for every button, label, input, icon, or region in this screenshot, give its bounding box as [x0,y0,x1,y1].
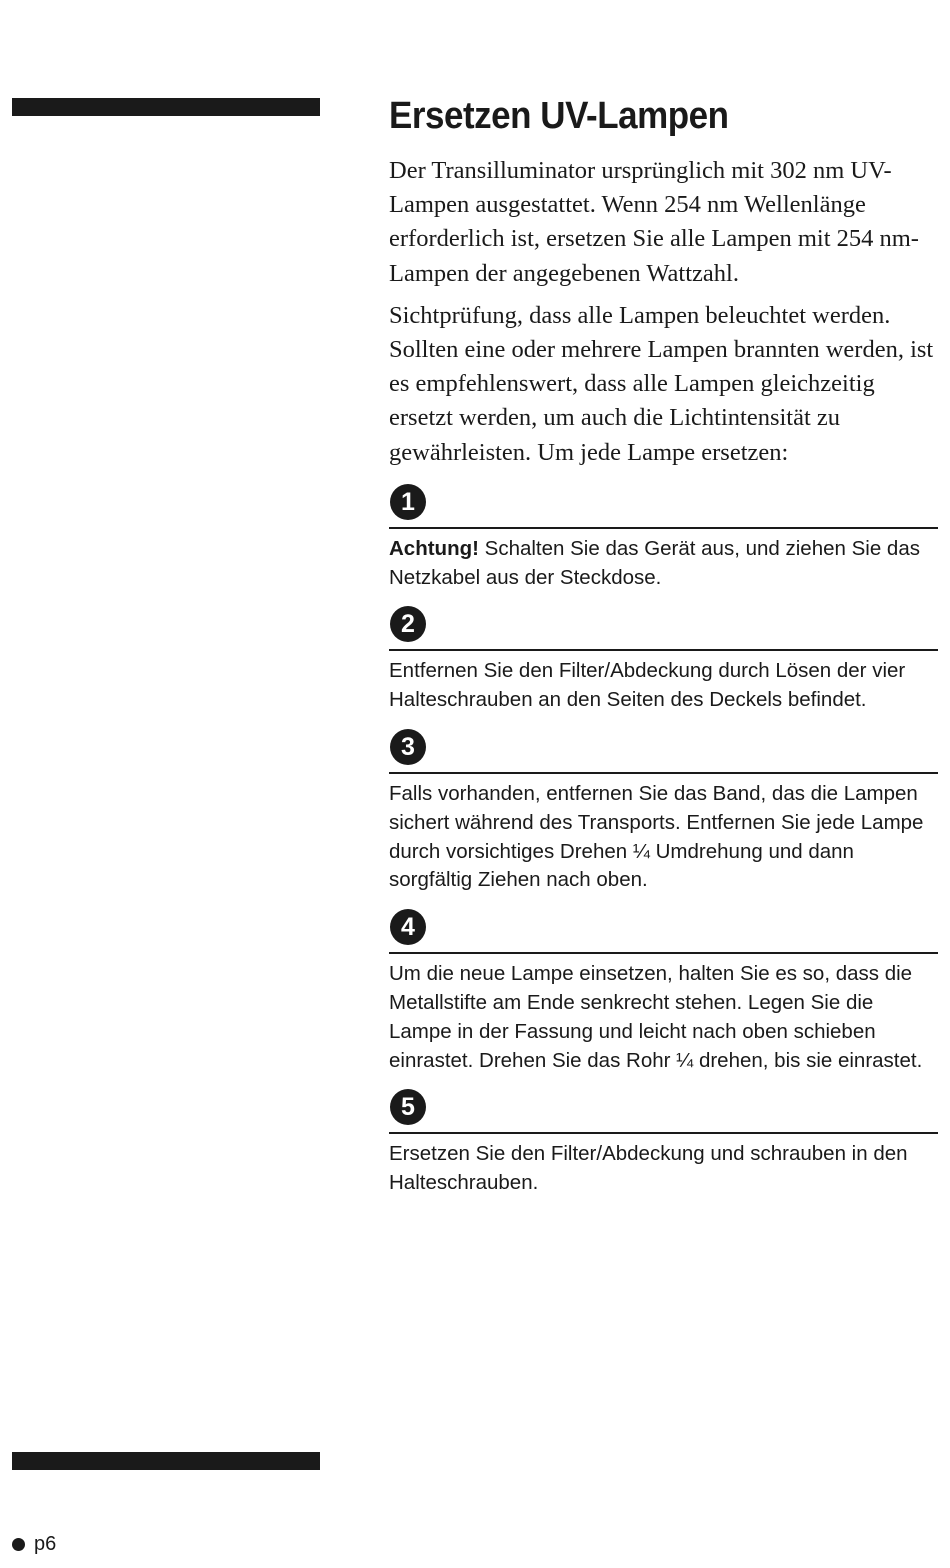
step-3 [389,729,939,895]
step-number-icon: 3 [390,729,426,765]
step-2 [389,606,939,715]
decorative-bar-bottom [12,1452,320,1470]
step-number-icon: 2 [390,606,426,642]
step-text: Um die neue Lampe einsetzen, halten Sie es so, dass die Metallstifte am Ende senkrecht stehen. Legen Sie die Lampe in der Fassung und leicht nach oben schieben einrastet. Drehen Sie das Rohr ¼ drehen, bis sie einrastet. [389,962,923,1072]
intro-paragraph: Der Transilluminator ursprünglich mit 302 nm UV-Lampen ausgestattet. Wenn 254 nm Wellenlänge erforderlich ist, ersetzen Sie alle Lampen mit 254 nm-Lampen der angegebenen Wattzahl. [389,157,919,287]
step-divider [389,772,938,774]
step-number-icon: 5 [390,1089,426,1125]
step-text: Ersetzen Sie den Filter/Abdeckung und schrauben in den Halteschrauben. [389,1142,908,1195]
page-number: p6 [34,1533,57,1555]
step-divider [389,527,938,529]
page-title: Ersetzen UV-Lampen [389,95,729,137]
step-text-body: Schalten Sie das Gerät aus, und ziehen Sie das Netzkabel aus der Steckdose. [389,536,920,589]
warning-label: Achtung! [389,536,479,560]
intro-paragraph: Sichtprüfung, dass alle Lampen beleuchtet werden. Sollten eine oder mehrere Lampen brannten werden, ist es empfehlenswert, dass alle Lampen gleichzeitig ersetzt werden, um auch die Lichtintensität zu gewährleisten. Um jede Lampe ersetzen: [389,301,934,466]
step-text: Entfernen Sie den Filter/Abdeckung durch Lösen der vier Halteschrauben an den Seiten des Deckels befindet. [389,659,906,712]
main-content [389,92,939,1198]
step-text: Falls vorhanden, entfernen Sie das Band, das die Lampen sichert während des Transports. Entfernen Sie jede Lampe durch vorsichtiges Drehen ¼ Umdrehung und dann sorgfältig Ziehen nach oben. [389,782,924,892]
step-4 [389,909,939,1075]
step-1 [389,484,939,593]
step-text [389,535,934,593]
bullet-icon [12,1538,25,1551]
step-5 [389,1089,939,1198]
step-divider [389,649,938,651]
step-number-icon: 4 [390,909,426,945]
decorative-bar-top [12,98,320,116]
page-footer [12,1532,56,1556]
step-divider [389,952,938,954]
step-number-icon: 1 [390,484,426,520]
step-divider [389,1132,938,1134]
